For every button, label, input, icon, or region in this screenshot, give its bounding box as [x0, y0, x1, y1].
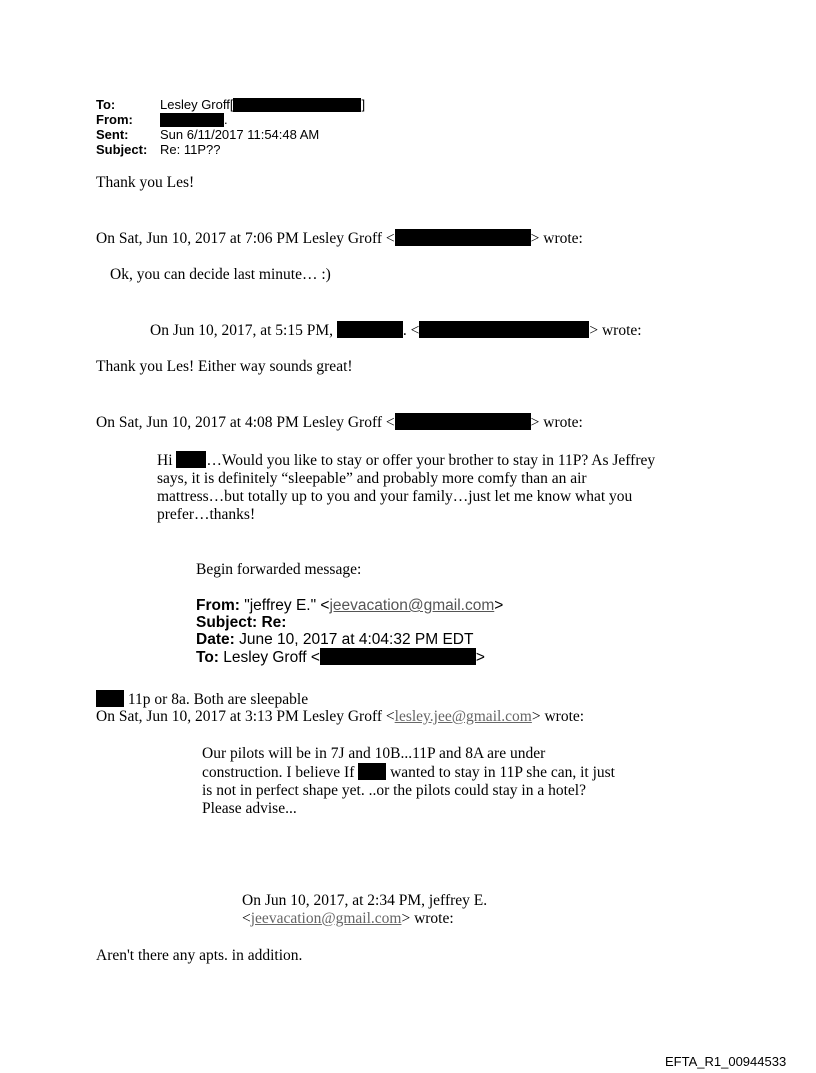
fwd-date-label: Date: — [196, 631, 235, 648]
body-line: prefer…thanks! — [157, 506, 256, 523]
redaction-block — [419, 321, 589, 338]
quote-prefix: On Sat, Jun 10, 2017 at 3:13 PM Lesley Groff < — [96, 708, 395, 725]
sent-label: Sent: — [96, 127, 129, 142]
reply4-text: 11p or 8a. Both are sleepable — [127, 691, 309, 708]
fwd-subject-label: Subject: — [196, 614, 258, 631]
fwd-to-row — [196, 648, 503, 666]
redaction-block — [96, 690, 124, 707]
fwd-to-prefix: Lesley Groff < — [223, 649, 320, 666]
fwd-subject-value: Re: — [261, 614, 287, 631]
forwarded-header — [196, 597, 503, 666]
header-sent-row — [96, 127, 365, 142]
fwd-from-row — [196, 597, 503, 614]
to-close: ] — [361, 97, 366, 112]
quote-header — [96, 413, 583, 432]
body-line — [202, 763, 615, 782]
redaction-block — [320, 648, 476, 665]
body-hi: Hi — [157, 452, 173, 469]
redaction-block — [337, 321, 403, 338]
reply-text: Thank you Les! Either way sounds great! — [96, 358, 353, 375]
bates-number: EFTA_R1_00944533 — [665, 1054, 787, 1069]
quote-header — [96, 708, 584, 726]
message-body — [157, 451, 655, 524]
quote5-line2 — [242, 910, 487, 928]
to-label: To: — [96, 97, 116, 112]
fwd-to-suffix: > — [475, 649, 485, 666]
header-to-row — [96, 97, 365, 112]
fwd-from-suffix: > — [494, 597, 504, 614]
fwd-from-prefix: "jeffrey E." < — [244, 597, 330, 614]
fwd-date-row — [196, 631, 503, 648]
body-line: is not in perfect shape yet. ..or the pilots could stay in a hotel? — [202, 782, 586, 799]
body-line1: …Would you like to stay or offer your brother to stay in 11P? As Jeffrey — [206, 452, 656, 469]
subject-label: Subject: — [96, 142, 148, 157]
fwd-from-email-link[interactable]: jeevacation@gmail.com — [329, 597, 495, 614]
reply-text: Ok, you can decide last minute… :) — [110, 266, 331, 283]
redaction-block — [176, 451, 206, 468]
reply-text: Aren't there any apts. in addition. — [96, 947, 303, 964]
reply-text: Thank you Les! — [96, 174, 195, 191]
header-subject-row — [96, 142, 365, 157]
quote-suffix: > wrote: — [401, 910, 454, 927]
fwd-from-label: From: — [196, 597, 240, 614]
quote4-email-link[interactable]: lesley.jee@gmail.com — [394, 708, 532, 725]
fwd-to-label: To: — [196, 649, 219, 666]
message-body — [202, 745, 615, 818]
quote-prefix: On Jun 10, 2017, at 5:15 PM, — [150, 322, 333, 339]
reply-text — [96, 690, 308, 709]
header-from-row — [96, 112, 365, 127]
quote-suffix: > wrote: — [530, 414, 583, 431]
quote-suffix: > wrote: — [589, 322, 642, 339]
body-line — [157, 451, 655, 470]
subject-value: Re: 11P?? — [160, 142, 221, 157]
quote-mid: . < — [402, 322, 420, 339]
quote-prefix: On Sat, Jun 10, 2017 at 4:08 PM Lesley Groff < — [96, 414, 395, 431]
quote5-line1: On Jun 10, 2017, at 2:34 PM, jeffrey E. — [242, 892, 488, 909]
redaction-block — [395, 413, 531, 430]
redaction-block — [160, 113, 224, 127]
quote-header — [150, 321, 642, 340]
quote-header — [96, 229, 583, 248]
quote-suffix: > wrote: — [530, 230, 583, 247]
fwd-date-value: June 10, 2017 at 4:04:32 PM EDT — [239, 631, 474, 648]
forwarded-heading: Begin forwarded message: — [196, 561, 362, 578]
pilots-line2b: wanted to stay in 11P she can, it just — [390, 764, 615, 781]
redaction-block — [395, 229, 531, 246]
redaction-block — [358, 763, 386, 780]
to-value: Lesley Groff[ — [160, 97, 234, 112]
from-suffix: . — [224, 112, 228, 127]
quote5-email-link[interactable]: jeevacation@gmail.com — [250, 910, 402, 927]
sent-value: Sun 6/11/2017 11:54:48 AM — [160, 127, 320, 142]
from-label: From: — [96, 112, 133, 127]
pilots-line2a: construction. I believe If — [202, 764, 355, 781]
body-line: Our pilots will be in 7J and 10B...11P and 8A are under — [202, 745, 546, 762]
quote-header — [242, 892, 487, 928]
body-line: mattress…but totally up to you and your family…just let me know what you — [157, 488, 633, 505]
fwd-subject-row — [196, 614, 503, 631]
quote-prefix: On Sat, Jun 10, 2017 at 7:06 PM Lesley Groff < — [96, 230, 395, 247]
body-line: Please advise... — [202, 800, 297, 817]
redaction-block — [233, 98, 361, 112]
quote5-lt: < — [242, 910, 251, 927]
body-line: says, it is definitely “sleepable” and probably more comfy than an air — [157, 470, 587, 487]
email-header — [96, 97, 365, 157]
quote-suffix: > wrote: — [531, 708, 585, 725]
